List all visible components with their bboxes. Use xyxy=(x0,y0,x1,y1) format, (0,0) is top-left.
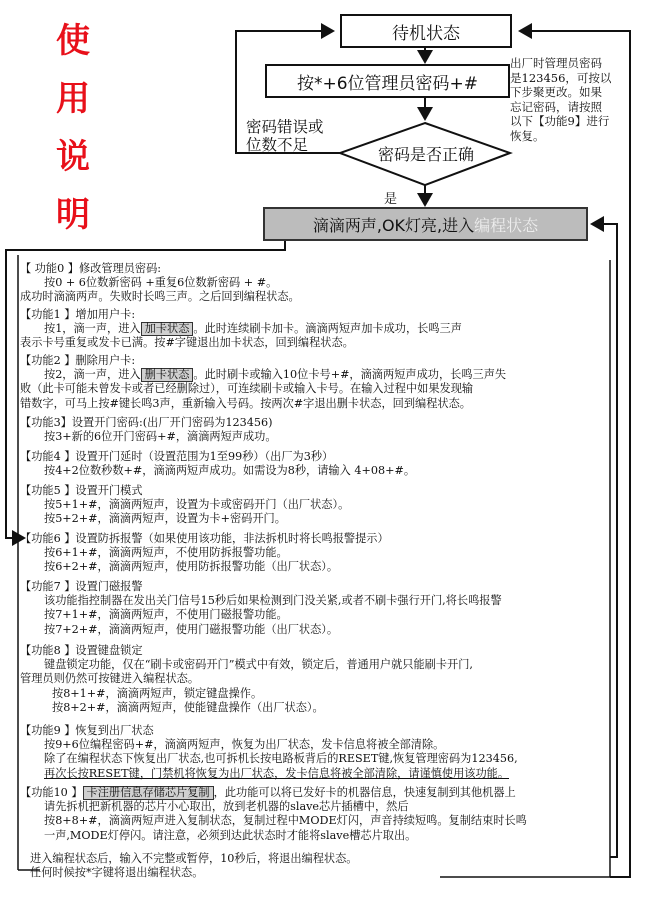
wrong-label-line-2: 位数不足 xyxy=(246,136,309,154)
function-line: 请先拆机把新机器的芯片小心取出，放到老机器的slave芯片插槽中，然后 xyxy=(44,800,409,814)
title-char-4: 明 xyxy=(56,195,90,235)
function-heading: 【 功能0 】修改管理员密码: xyxy=(20,262,162,275)
function-5 xyxy=(20,484,632,527)
function-line: 按6+1+#，滴滴两短声，不使用防拆报警功能。 xyxy=(44,546,288,560)
footer-line: 任何时候按*字键将退出编程状态。 xyxy=(30,866,204,880)
note-line: 是123456，可按以 xyxy=(510,70,612,85)
function-line: 按0 + 6位数新密码 +重复6位数新密码 + #。 xyxy=(44,276,278,290)
function-line: 。此时连续刷卡加卡。滴滴两短声加卡成功，长鸣三声 xyxy=(193,322,462,336)
function-line: 按7+2+#，滴滴两短声，使用门磁报警功能（出厂状态）。 xyxy=(44,622,339,636)
function-line: 按4+2位数秒数+#，滴滴两短声成功。如需设为8秒，请输入 4+08+#。 xyxy=(44,464,416,478)
function-line: 败（此卡可能未曾发卡或者已经删除过），可连续刷卡或输入卡号。在输入过程中如果发现输 xyxy=(20,382,474,396)
function-line: 一声,MODE灯停闪。请注意，必须到达此状态时才能将slave槽芯片取出。 xyxy=(44,828,417,842)
function-line: 除了在编程状态下恢复出厂状态,也可拆机长按电路板背后的RESET键,恢复管理密码为123456, xyxy=(44,752,518,766)
function-line: 按1，滴一声，进入 xyxy=(44,322,141,336)
function-1 xyxy=(20,308,632,351)
function-3 xyxy=(20,416,632,444)
function-line: 按6+2+#，滴滴两短声，使用防拆报警功能（出厂状态）。 xyxy=(44,560,339,574)
chip-copy-tag: 卡注册信息存储芯片复制 xyxy=(83,786,214,800)
note-line: 出厂时管理员密码 xyxy=(510,56,602,70)
function-line: 成功时滴滴两声。失败时长鸣三声。之后回到编程状态。 xyxy=(20,290,300,304)
admin-password-note xyxy=(510,56,636,143)
standby-box xyxy=(340,14,512,48)
function-0 xyxy=(20,262,632,305)
function-heading: 【功能3】设置开门密码:(出厂开门密码为123456) xyxy=(20,416,273,429)
function-heading: 【功能6 】设置防拆报警（如果使用该功能，非法拆机时将长鸣报警提示） xyxy=(20,532,389,545)
check-password-label: 密码是否正确 xyxy=(377,145,474,164)
note-line: 以下【功能9】进行 xyxy=(510,114,610,128)
function-line: 按3+新的6位开门密码+#，滴滴两短声成功。 xyxy=(44,430,277,444)
add-card-tag: 加卡状态 xyxy=(141,322,194,336)
function-line: 错数字，可马上按#键长鸣3声，重新输入号码。按两次#字退出删卡状态，回到编程状态。 xyxy=(20,396,471,410)
enter-password-label: 按*+6位管理员密码+# xyxy=(296,73,479,94)
function-heading: 【功能2 】删除用户卡: xyxy=(20,354,136,367)
function-heading: 【功能1 】增加用户卡: xyxy=(20,308,136,321)
standby-label: 待机状态 xyxy=(392,23,460,44)
footer-notes xyxy=(30,852,642,880)
wrong-password-label xyxy=(246,118,356,154)
function-9 xyxy=(20,724,632,781)
title-char-3: 说 xyxy=(56,137,90,177)
function-line: 按5+1+#，滴滴两短声，设置为卡或密码开门（出厂状态）。 xyxy=(44,498,350,512)
function-line: 。此时刷卡或输入10位卡号+#，滴滴两短声成功，长鸣三声失 xyxy=(193,368,507,382)
function-line: 该功能指控制器在发出关门信号15秒后如果检测到门没关紧,或者不刷卡强行开门,将长鸣报警 xyxy=(44,594,502,608)
delete-card-tag: 删卡状态 xyxy=(141,368,194,382)
function-line: 管理员则仍然可按键进入编程状态。 xyxy=(20,672,200,686)
function-line: 按8+8+#，滴滴两短声进入复制状态，复制过程中MODE灯闪，声音持续短鸣。复制结束时长鸣 xyxy=(44,814,527,828)
note-line: 忘记密码，请按照 xyxy=(510,99,602,114)
yes-label: 是 xyxy=(384,192,398,207)
note-line: 恢复。 xyxy=(510,128,545,143)
success-box xyxy=(263,207,588,241)
wrong-label-line-1: 密码错误或 xyxy=(246,118,324,136)
note-line: 下步聚更改。如果 xyxy=(510,85,602,99)
footer-line: 进入编程状态后，输入不完整或暂停，10秒后，将退出编程状态。 xyxy=(30,852,358,865)
function-heading: 【功能10 】 xyxy=(20,786,83,799)
function-heading: ，此功能可以将已发好卡的机器信息，快速复制到其他机器上 xyxy=(213,786,516,799)
function-4 xyxy=(20,450,632,478)
title-char-1: 使 xyxy=(56,21,90,61)
enter-password-box xyxy=(265,64,510,98)
function-heading: 【功能7 】设置门磁报警 xyxy=(20,580,143,593)
function-line: 再次长按RESET键，门禁机将恢复为出厂状态，发卡信息将被全部清除，请谨慎使用该功能。 xyxy=(44,766,510,780)
function-heading: 【功能5 】设置开门模式 xyxy=(20,484,143,497)
function-line: 表示卡号重复或发卡已满。按#字键退出加卡状态，回到编程状态。 xyxy=(20,336,354,350)
programming-mode-label: 编程状态 xyxy=(474,215,539,235)
function-line: 键盘锁定功能，仅在“刷卡或密码开门”模式中有效，锁定后，普通用户就只能刷卡开门, xyxy=(44,658,473,672)
function-2 xyxy=(20,354,632,411)
function-line: 按5+2+#，滴滴两短声，设置为卡+密码开门。 xyxy=(44,512,286,526)
title-char-2: 用 xyxy=(56,79,90,119)
function-heading: 【功能9 】恢复到出厂状态 xyxy=(20,724,154,737)
function-6 xyxy=(20,532,632,575)
function-line: 按9+6位编程密码+#，滴滴两短声，恢复为出厂状态，发卡信息将被全部清除。 xyxy=(44,738,445,752)
function-10 xyxy=(20,786,632,843)
function-8 xyxy=(20,644,632,715)
function-line: 按8+2+#，滴滴两短声，使能键盘操作（出厂状态）。 xyxy=(52,700,324,714)
function-7 xyxy=(20,580,632,637)
function-line: 按7+1+#，滴滴两短声，不使用门磁报警功能。 xyxy=(44,608,288,622)
function-line: 按2，滴一声，进入 xyxy=(44,368,141,382)
success-prefix: 滴滴两声,OK灯亮,进入 xyxy=(312,215,475,235)
function-heading: 【功能8 】设置键盘锁定 xyxy=(20,644,143,657)
function-heading: 【功能4 】设置开门延时（设置范围为1至99秒）（出厂为3秒） xyxy=(20,450,334,463)
function-line: 按8+1+#，滴滴两短声，锁定键盘操作。 xyxy=(52,686,263,700)
